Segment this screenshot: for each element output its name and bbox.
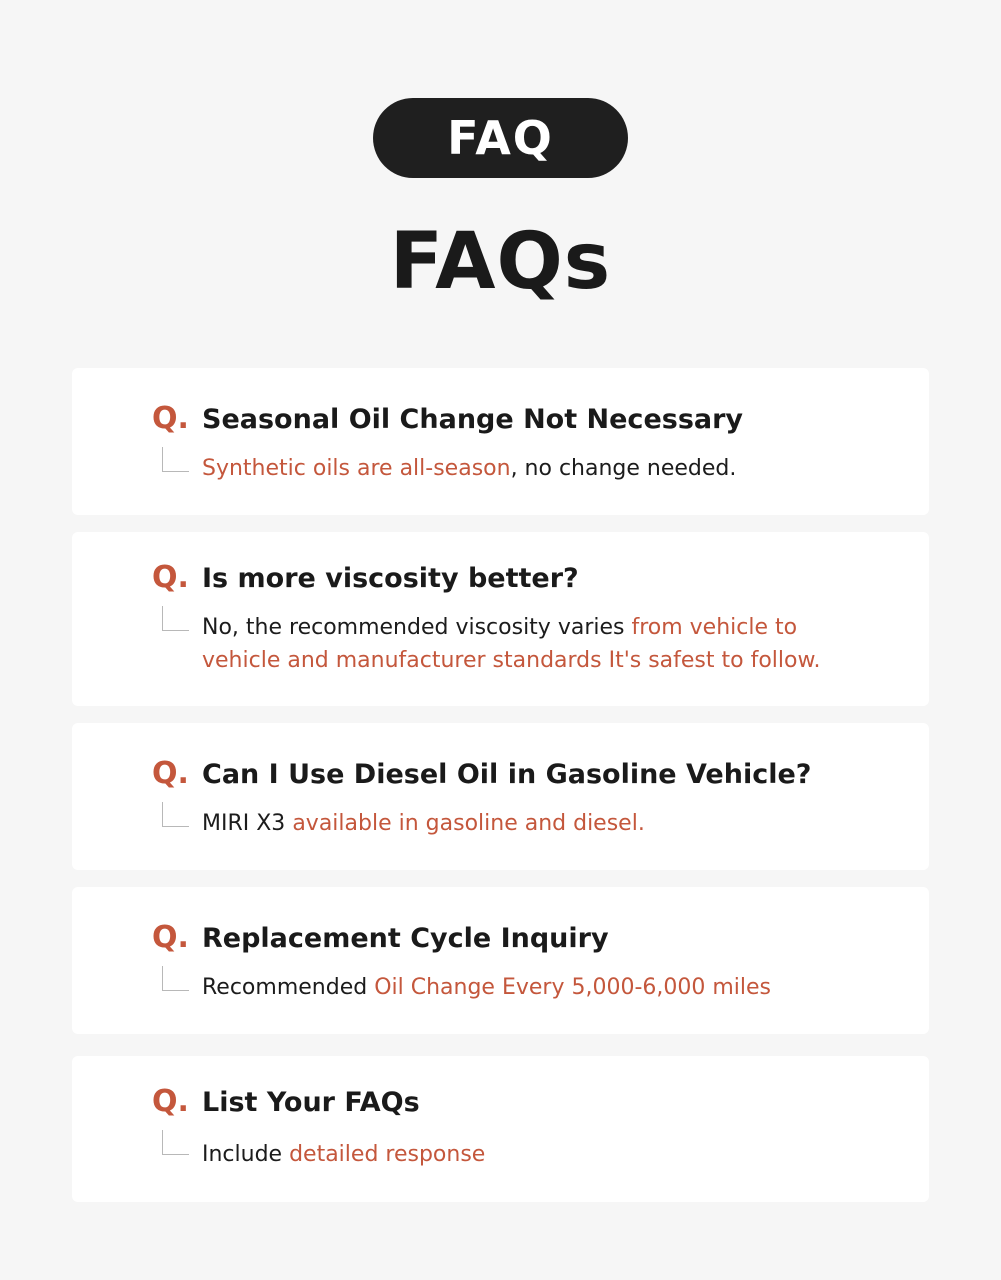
answer-highlight: from vehicle to vehicle and manufacturer standards It's safest to follow. (202, 615, 821, 673)
faq-question-row (152, 1084, 420, 1119)
faq-answer (202, 1138, 882, 1171)
faq-answer (202, 807, 882, 840)
faq-card-1[interactable] (72, 368, 929, 515)
answer-highlight: Synthetic oils are all-season (202, 456, 511, 481)
page-title: FAQs (389, 217, 612, 307)
faq-badge-label: FAQ (447, 111, 554, 165)
faq-badge (373, 98, 628, 178)
faq-question: Is more viscosity better? (202, 563, 579, 594)
faq-card-2[interactable] (72, 532, 929, 706)
answer-branch-icon (162, 802, 189, 827)
q-mark: Q. (152, 1084, 189, 1119)
answer-highlight: available in gasoline and diesel. (292, 811, 645, 836)
faq-question: Seasonal Oil Change Not Necessary (202, 404, 744, 435)
faq-answer (202, 452, 882, 485)
q-mark: Q. (152, 920, 189, 955)
answer-highlight: Oil Change Every 5,000-6,000 miles (374, 975, 772, 1000)
faq-question-row (152, 756, 811, 791)
faq-card-3[interactable] (72, 723, 929, 870)
answer-branch-icon (162, 1130, 189, 1155)
faq-question: List Your FAQs (202, 1087, 420, 1118)
answer-branch-icon (162, 447, 189, 472)
faq-card-5[interactable] (72, 1056, 929, 1202)
answer-text: , no change needed. (510, 456, 737, 481)
faq-question: Can I Use Diesel Oil in Gasoline Vehicle? (202, 759, 812, 790)
answer-highlight: detailed response (289, 1142, 486, 1167)
answer-text: MIRI X3 (202, 811, 293, 836)
answer-text: Include (202, 1142, 290, 1167)
faq-question-row (152, 920, 609, 955)
faq-answer (202, 971, 882, 1004)
q-mark: Q. (152, 401, 189, 436)
faq-question-row (152, 401, 743, 436)
faq-answer (202, 611, 882, 677)
q-mark: Q. (152, 560, 189, 595)
answer-text: No, the recommended viscosity varies (202, 615, 632, 640)
faq-question-row (152, 560, 579, 595)
q-mark: Q. (152, 756, 189, 791)
faq-card-4[interactable] (72, 887, 929, 1034)
answer-branch-icon (162, 606, 189, 631)
answer-text: Recommended (202, 975, 375, 1000)
faq-question: Replacement Cycle Inquiry (202, 923, 609, 954)
answer-branch-icon (162, 966, 189, 991)
